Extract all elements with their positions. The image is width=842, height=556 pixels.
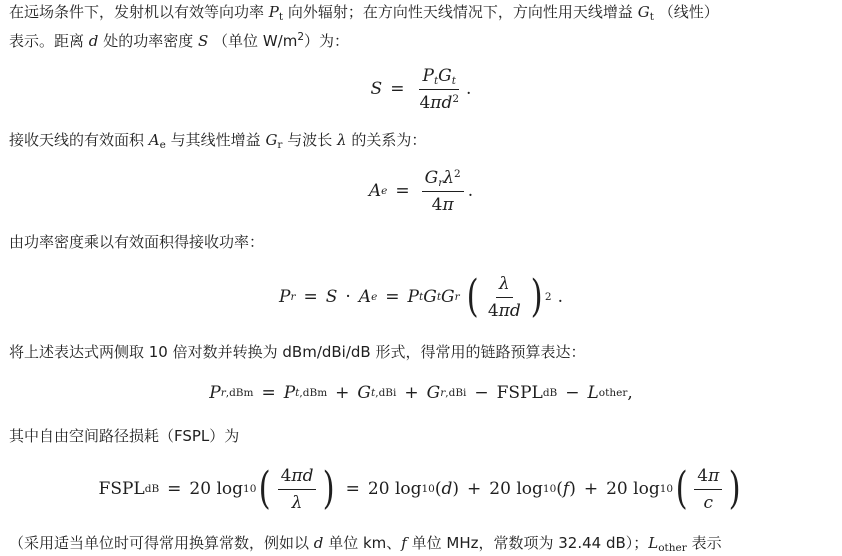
- fraction: [422, 168, 464, 215]
- math-var: P: [422, 65, 434, 86]
- math-var: G: [441, 287, 455, 307]
- math-op: =: [167, 479, 182, 499]
- math-op: +: [583, 479, 599, 499]
- math-var: G: [426, 383, 441, 403]
- text: （单位 W/m: [213, 32, 298, 50]
- text: （线性）: [658, 3, 719, 21]
- math-func: log: [394, 479, 422, 499]
- right-paren: ): [452, 479, 460, 499]
- equation-link-budget: P r,dBm = P t,dBm + G t,dBi + G r,dBi − FSPL dB − L other ,: [209, 383, 633, 403]
- numerator: [496, 274, 513, 298]
- left-paren: (: [675, 463, 688, 514]
- denominator: [429, 192, 457, 215]
- math-var: π: [430, 92, 442, 113]
- math-op: .: [557, 287, 564, 307]
- math-sup: 2: [454, 167, 461, 180]
- math-var: c: [703, 492, 714, 513]
- text: 与其线性增益: [170, 131, 261, 149]
- math-var: λ: [443, 167, 455, 188]
- text: 接收天线的有效面积: [9, 131, 145, 149]
- intro-line-2: [9, 30, 349, 52]
- link-budget-intro-line: [9, 341, 586, 363]
- math-num: 4: [697, 465, 709, 486]
- math-var: G: [357, 383, 371, 403]
- math-sup: 2: [297, 31, 304, 43]
- fspl-intro-line: [9, 425, 239, 447]
- math-var: λ: [291, 492, 303, 513]
- math-var: π: [442, 194, 454, 215]
- math-var: P: [407, 287, 419, 307]
- text: 由功率密度乘以有效面积得接收功率：: [9, 233, 265, 251]
- math-op: =: [261, 383, 276, 403]
- equation-effective-area: A e = $\frac{G_r\lambda^2}{4\pi}$ .: [368, 167, 474, 215]
- math-op: +: [335, 383, 350, 403]
- text: 处的功率密度: [103, 32, 194, 50]
- fraction: [694, 466, 722, 513]
- math-var: P: [283, 383, 296, 403]
- denominator: [701, 490, 717, 513]
- text: 向外辐射；在方向性天线情况下，方向性用天线增益: [287, 3, 633, 21]
- math-var: d: [509, 300, 521, 321]
- denominator: [485, 298, 524, 321]
- math-sub-unit: dBi: [378, 387, 397, 399]
- left-paren: (: [466, 271, 479, 322]
- math-var: A: [358, 287, 372, 307]
- math-sub: t: [278, 11, 284, 23]
- text: ）为：: [304, 32, 350, 50]
- math-func: log: [216, 479, 244, 499]
- math-op: −: [474, 383, 489, 403]
- math-func: log: [633, 479, 660, 499]
- math-num: 20: [489, 479, 511, 499]
- math-op: =: [385, 287, 400, 307]
- numerator: [278, 466, 317, 490]
- math-var: P: [278, 287, 291, 307]
- math-op: ,: [627, 383, 633, 403]
- intro-line-1: [9, 1, 719, 23]
- math-var: S: [325, 287, 338, 307]
- math-sub-var: t: [295, 387, 300, 399]
- math-var: G: [637, 3, 650, 21]
- math-sub: e: [159, 139, 166, 151]
- math-var: S: [370, 79, 383, 99]
- math-sub: t: [433, 74, 439, 87]
- math-num: 4: [431, 194, 443, 215]
- numerator: [694, 466, 722, 490]
- math-num: 4: [487, 300, 499, 321]
- math-sub-unit: dBm: [229, 387, 254, 399]
- numerator: [419, 66, 459, 90]
- left-paren: (: [556, 479, 563, 499]
- math-sub: r: [277, 139, 283, 151]
- text: 与波长: [287, 131, 333, 149]
- received-power-line: [9, 231, 264, 253]
- math-num: 4: [280, 465, 292, 486]
- math-var: λ: [337, 131, 347, 149]
- math-num: 4: [419, 92, 431, 113]
- denominator: [416, 90, 462, 113]
- fraction: [278, 466, 317, 513]
- fraction: [416, 66, 462, 113]
- math-num: 20: [606, 479, 628, 499]
- math-var: π: [291, 465, 303, 486]
- math-var: f: [401, 534, 407, 552]
- constant-note-line: [9, 532, 722, 554]
- math-op: =: [395, 181, 410, 201]
- equation-fspl: FSPL dB = 20 log 10 ( $\frac{4\pi d}{\lambda}$ ) = 20 log 10 ( d ) + 20 log 10 ( f ) + 20 log 10 ( $\frac{4\pi}{c}$ ): [98, 463, 741, 514]
- math-var: P: [268, 3, 279, 21]
- denominator: [289, 490, 306, 513]
- math-var: G: [423, 287, 437, 307]
- text: 其中自由空间路径损耗（FSPL）为: [9, 427, 240, 445]
- math-op: +: [467, 479, 482, 499]
- effective-area-line: [9, 129, 426, 151]
- math-sub: r: [438, 176, 444, 189]
- text: 单位 km、: [328, 534, 402, 552]
- math-var: λ: [498, 273, 510, 294]
- math-var: π: [708, 465, 720, 486]
- math-var: A: [368, 181, 382, 201]
- fraction: [485, 274, 524, 321]
- math-op: .: [466, 79, 472, 99]
- math-var: S: [197, 32, 209, 50]
- text: 单位 MHz，常数项为 32.44 dB）；: [411, 534, 649, 552]
- math-sup: 2: [452, 92, 460, 105]
- math-var: P: [209, 383, 221, 403]
- math-sub: t: [451, 74, 456, 87]
- math-sub: t: [649, 11, 654, 23]
- equation-power-density: [0, 62, 842, 116]
- math-sub-var: r: [440, 387, 446, 399]
- math-var: G: [265, 131, 278, 149]
- text: 表示。距离: [9, 32, 85, 50]
- math-sub-var: r: [220, 387, 226, 399]
- math-fspl: FSPL: [496, 383, 543, 403]
- math-op: ·: [345, 287, 351, 307]
- math-var: d: [88, 32, 99, 50]
- right-paren: ): [728, 463, 741, 514]
- math-op: +: [404, 383, 419, 403]
- math-num: 20: [189, 479, 212, 499]
- math-var: d: [313, 534, 324, 552]
- math-var: d: [441, 479, 453, 499]
- text: 在远场条件下，发射机以有效等向功率: [9, 3, 265, 21]
- math-op: =: [345, 479, 360, 499]
- right-paren: ): [323, 463, 336, 514]
- text: 将上述表达式两侧取 10 倍对数并转换为 dBm/dBi/dB 形式，得常用的链路预算表达：: [9, 343, 586, 361]
- math-var: L: [648, 534, 659, 552]
- math-var: L: [587, 383, 599, 403]
- right-paren: ): [569, 479, 576, 499]
- math-fspl: FSPL: [98, 479, 145, 499]
- right-paren: ): [530, 271, 543, 322]
- numerator: [422, 168, 464, 192]
- math-op: .: [467, 181, 474, 201]
- math-num: 20: [367, 479, 390, 499]
- math-var: G: [424, 167, 439, 188]
- left-paren: (: [258, 463, 271, 514]
- text: （采用适当单位时可得常用换算常数，例如以: [9, 534, 310, 552]
- math-sub-unit: dBm: [302, 387, 328, 399]
- math-op: =: [303, 287, 318, 307]
- text: 表示: [691, 534, 722, 552]
- math-sub-var: t: [371, 387, 376, 399]
- math-var: d: [441, 92, 453, 113]
- equation-received-power: P r = S · A e = P t G t G r ( $\frac{\lambda}{4\pi d}$ ) 2 .: [278, 271, 564, 322]
- math-op: =: [390, 79, 405, 99]
- math-func: log: [516, 479, 543, 499]
- math-var: d: [302, 465, 314, 486]
- left-paren: (: [434, 479, 442, 499]
- math-sub: other: [658, 542, 687, 554]
- math-var: G: [438, 65, 452, 86]
- math-op: −: [565, 383, 580, 403]
- math-var: π: [498, 300, 510, 321]
- math-var: A: [148, 131, 160, 149]
- math-sub-unit: dBi: [448, 387, 467, 399]
- text: 的关系为：: [351, 131, 427, 149]
- math-var: f: [562, 479, 570, 499]
